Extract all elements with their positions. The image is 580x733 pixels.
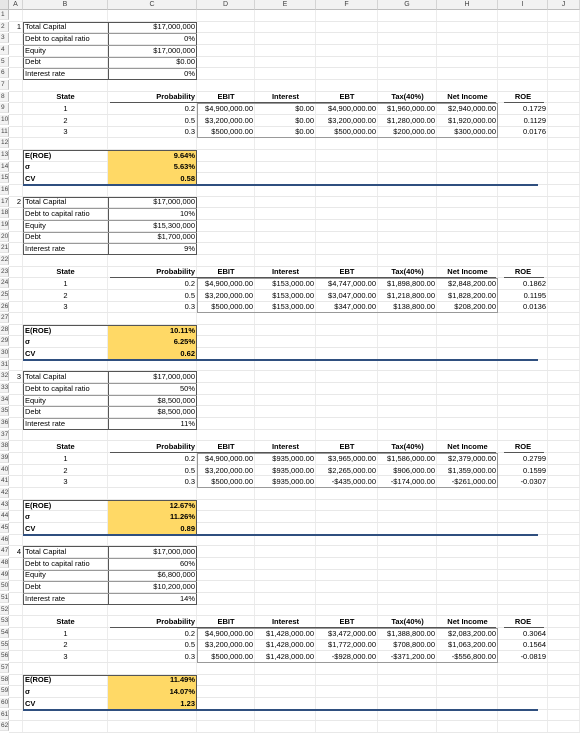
row-header[interactable]: 35 — [1, 407, 9, 415]
input-label[interactable]: Total Capital — [25, 547, 67, 557]
state-value[interactable]: 3 — [63, 477, 68, 487]
table-header-cell[interactable]: Probability — [156, 92, 195, 102]
input-label[interactable]: Equity — [25, 570, 46, 580]
table-header-cell[interactable]: EBIT — [217, 92, 235, 102]
table-value[interactable]: $1,388,800.00 — [387, 628, 435, 638]
stat-label[interactable]: CV — [25, 348, 36, 358]
table-header-cell[interactable]: ROE — [514, 92, 532, 102]
input-label[interactable]: Debt to capital ratio — [25, 209, 90, 219]
stat-value[interactable]: 1.23 — [180, 698, 195, 708]
table-value[interactable]: $500,000.00 — [211, 652, 253, 662]
table-value[interactable]: 0.1599 — [523, 465, 546, 475]
table-value[interactable]: -$928,000.00 — [331, 652, 376, 662]
input-label[interactable]: Total Capital — [25, 372, 67, 382]
table-value[interactable]: $1,218,800.00 — [387, 290, 435, 300]
table-header-cell[interactable]: Tax(40%) — [391, 617, 424, 627]
table-value[interactable]: $1,828,200.00 — [448, 290, 496, 300]
row-gridline — [9, 720, 580, 721]
table-header-cell[interactable]: ROE — [514, 267, 532, 277]
input-label[interactable]: Debt — [25, 582, 41, 592]
table-value[interactable]: $0.00 — [295, 127, 314, 137]
table-value[interactable]: $2,940,000.00 — [448, 104, 496, 114]
table-value[interactable]: $935,000.00 — [272, 477, 314, 487]
stat-label[interactable]: σ — [25, 337, 31, 347]
row-header[interactable]: 14 — [1, 162, 9, 170]
table-value[interactable]: $3,047,000.00 — [328, 290, 376, 300]
row-header[interactable]: 42 — [1, 489, 9, 497]
row-header[interactable]: 38 — [1, 442, 9, 450]
input-value[interactable]: 0% — [184, 34, 195, 44]
row-header[interactable]: 3 — [0, 33, 9, 43]
input-value[interactable]: $8,500,000 — [157, 407, 195, 417]
row-header[interactable]: 62 — [1, 722, 9, 730]
input-label[interactable]: Equity — [25, 395, 46, 405]
row-header[interactable]: 51 — [1, 594, 9, 601]
row-header[interactable]: 10 — [1, 115, 9, 123]
scenario-number[interactable]: 4 — [16, 547, 21, 557]
probability-value[interactable]: 0.3 — [184, 652, 195, 662]
column-header-g[interactable]: G — [378, 0, 437, 10]
row-header[interactable]: 34 — [1, 395, 9, 403]
stat-value[interactable]: 0.89 — [180, 523, 195, 533]
table-header-cell[interactable]: Net Income — [447, 442, 488, 452]
row-header[interactable]: 7 — [0, 80, 9, 90]
table-value[interactable]: $2,379,000.00 — [448, 453, 496, 463]
table-value[interactable]: $1,280,000.00 — [387, 115, 435, 125]
scenario-number[interactable]: 2 — [16, 197, 21, 207]
column-header-a[interactable]: A — [9, 0, 23, 10]
stat-value[interactable]: 12.67% — [169, 500, 195, 510]
stat-label[interactable]: E(ROE) — [25, 325, 52, 335]
row-header[interactable]: 46 — [1, 535, 9, 543]
stat-value[interactable]: 10.11% — [169, 325, 195, 335]
table-value[interactable]: 0.2799 — [523, 453, 546, 463]
table-value[interactable]: $2,265,000.00 — [328, 465, 376, 475]
table-value[interactable]: $1,428,000.00 — [266, 640, 314, 650]
stat-label[interactable]: σ — [25, 687, 31, 697]
state-value[interactable]: 1 — [63, 104, 68, 114]
column-header-f[interactable]: F — [316, 0, 378, 10]
table-value[interactable]: 0.1195 — [523, 290, 546, 300]
input-label[interactable]: Interest rate — [25, 244, 66, 253]
probability-value[interactable]: 0.2 — [184, 628, 195, 638]
row-header[interactable]: 29 — [1, 337, 9, 345]
state-value[interactable]: 2 — [63, 465, 68, 475]
table-value[interactable]: $3,200,000.00 — [205, 115, 253, 125]
row-header[interactable]: 20 — [1, 232, 9, 240]
table-value[interactable]: $3,200,000.00 — [328, 115, 376, 125]
row-header[interactable]: 57 — [1, 663, 9, 671]
table-value[interactable]: 0.1729 — [523, 104, 546, 114]
row-header[interactable]: 31 — [1, 360, 9, 368]
table-header-cell[interactable]: EBT — [339, 267, 355, 277]
probability-value[interactable]: 0.5 — [184, 465, 195, 475]
table-value[interactable]: $1,063,200.00 — [448, 640, 496, 650]
probability-value[interactable]: 0.3 — [184, 302, 195, 312]
results-table-border — [197, 103, 498, 138]
table-value[interactable]: 0.1564 — [523, 640, 546, 650]
row-header[interactable]: 59 — [1, 687, 9, 695]
select-all-corner[interactable] — [0, 0, 9, 10]
table-value[interactable]: $1,920,000.00 — [448, 115, 496, 125]
table-value[interactable]: -0.0307 — [520, 477, 546, 487]
table-value[interactable]: $4,900,000.00 — [205, 104, 253, 114]
table-value[interactable]: $708,800.00 — [393, 640, 435, 650]
input-label[interactable]: Equity — [25, 45, 46, 55]
table-header-cell[interactable]: Interest — [271, 442, 300, 452]
row-header[interactable]: 43 — [1, 500, 9, 508]
stat-value[interactable]: 11.49% — [169, 675, 195, 685]
table-header-cell[interactable]: Tax(40%) — [391, 267, 424, 277]
row-header[interactable]: 5 — [0, 57, 9, 67]
table-header-cell[interactable]: State — [56, 617, 75, 627]
input-value[interactable]: $6,800,000 — [157, 570, 195, 580]
stats-box — [23, 325, 197, 360]
table-header-cell[interactable]: EBIT — [217, 442, 235, 452]
table-value[interactable]: $3,200,000.00 — [205, 640, 253, 650]
stat-label[interactable]: E(ROE) — [25, 675, 52, 685]
table-value[interactable]: $0.00 — [295, 115, 314, 125]
row-header[interactable]: 11 — [1, 127, 8, 135]
column-header-i[interactable]: I — [498, 0, 548, 10]
table-value[interactable]: $3,472,000.00 — [328, 628, 376, 638]
table-header-cell[interactable]: EBIT — [217, 617, 235, 627]
section-divider — [23, 184, 538, 186]
input-label[interactable]: Equity — [25, 220, 46, 230]
table-value[interactable]: -$261,000.00 — [451, 477, 496, 487]
table-value[interactable]: 0.1129 — [523, 115, 546, 125]
table-value[interactable]: $4,747,000.00 — [328, 278, 376, 288]
input-value[interactable]: 0% — [184, 69, 195, 79]
table-value[interactable]: 0.1862 — [523, 278, 546, 288]
table-value[interactable]: $3,200,000.00 — [205, 290, 253, 300]
input-value[interactable]: $17,000,000 — [153, 547, 195, 557]
row-header[interactable]: 1 — [0, 10, 9, 20]
row-header[interactable]: 26 — [1, 302, 9, 310]
input-value[interactable]: $1,700,000 — [157, 232, 195, 242]
input-value[interactable]: $15,300,000 — [153, 220, 195, 230]
table-value[interactable]: $935,000.00 — [272, 465, 314, 475]
stat-label[interactable]: σ — [25, 512, 31, 522]
stats-box — [23, 675, 197, 710]
table-header-cell[interactable]: EBT — [339, 442, 355, 452]
table-value[interactable]: $500,000.00 — [211, 302, 253, 312]
stat-label[interactable]: CV — [25, 174, 36, 184]
table-value[interactable]: $500,000.00 — [211, 127, 253, 137]
table-value[interactable]: $4,900,000.00 — [205, 628, 253, 638]
row-header[interactable]: 50 — [1, 582, 9, 590]
input-label[interactable]: Debt — [25, 407, 41, 417]
input-value[interactable]: $17,000,000 — [153, 197, 195, 207]
table-value[interactable]: $1,586,000.00 — [387, 453, 435, 463]
row-header[interactable]: 13 — [1, 150, 9, 158]
row-header[interactable]: 24 — [1, 279, 9, 287]
row-header[interactable]: 19 — [1, 220, 9, 228]
input-label[interactable]: Debt to capital ratio — [25, 34, 90, 44]
table-value[interactable]: $1,428,000.00 — [266, 628, 314, 638]
table-header-cell[interactable]: EBT — [339, 617, 355, 627]
table-value[interactable]: $138,800.00 — [393, 302, 435, 312]
section-divider — [23, 534, 538, 536]
table-header-cell[interactable]: EBT — [339, 92, 355, 102]
input-value[interactable]: $17,000,000 — [153, 372, 195, 382]
row-header[interactable]: 21 — [1, 244, 9, 252]
table-header-cell[interactable]: Interest — [271, 617, 300, 627]
table-value[interactable]: -$435,000.00 — [331, 477, 376, 487]
table-header-cell[interactable]: Probability — [156, 442, 195, 452]
table-value[interactable]: $1,960,000.00 — [387, 104, 435, 114]
input-value[interactable]: $17,000,000 — [153, 45, 195, 55]
row-header[interactable]: 53 — [1, 617, 9, 625]
input-label[interactable]: Debt — [25, 232, 41, 242]
input-value[interactable]: $8,500,000 — [157, 395, 195, 405]
results-table-border — [197, 628, 498, 663]
stat-label[interactable]: CV — [25, 698, 36, 708]
row-header[interactable]: 45 — [1, 524, 9, 532]
state-value[interactable]: 3 — [63, 652, 68, 662]
row-header[interactable]: 39 — [1, 454, 9, 462]
table-value[interactable]: $1,898,800.00 — [387, 278, 435, 288]
probability-value[interactable]: 0.5 — [184, 290, 195, 300]
row-header[interactable]: 2 — [0, 22, 9, 32]
row-header[interactable]: 28 — [1, 325, 9, 333]
row-header[interactable]: 58 — [1, 675, 9, 683]
stat-label[interactable]: σ — [25, 162, 31, 172]
row-header[interactable]: 41 — [1, 477, 9, 485]
table-header-cell[interactable]: Tax(40%) — [391, 92, 424, 102]
row-header[interactable]: 61 — [1, 710, 9, 718]
table-value[interactable]: -$371,200.00 — [390, 652, 435, 662]
row-header[interactable]: 4 — [0, 45, 9, 55]
table-value[interactable]: $500,000.00 — [211, 477, 253, 487]
probability-value[interactable]: 0.5 — [184, 640, 195, 650]
row-header[interactable]: 30 — [1, 349, 9, 357]
table-header-cell[interactable]: State — [56, 92, 75, 102]
row-header[interactable]: 32 — [1, 372, 9, 380]
row-header[interactable]: 8 — [0, 92, 9, 102]
table-value[interactable]: $153,000.00 — [272, 290, 314, 300]
column-header-j[interactable]: J — [548, 0, 580, 10]
table-value[interactable]: $300,000.00 — [454, 127, 496, 137]
stat-value[interactable]: 6.25% — [173, 337, 195, 347]
table-header-cell[interactable]: Tax(40%) — [391, 442, 424, 452]
table-value[interactable]: $2,083,200.00 — [448, 628, 496, 638]
row-header[interactable]: 27 — [1, 314, 9, 322]
row-header[interactable]: 16 — [1, 185, 9, 193]
table-value[interactable]: $153,000.00 — [272, 278, 314, 288]
table-header-cell[interactable]: Probability — [156, 617, 195, 627]
row-header[interactable]: 23 — [1, 267, 9, 275]
state-value[interactable]: 2 — [63, 115, 68, 125]
stat-label[interactable]: E(ROE) — [25, 150, 52, 160]
row-header[interactable]: 44 — [1, 512, 9, 520]
state-value[interactable]: 3 — [63, 302, 68, 312]
input-value[interactable]: 14% — [179, 593, 195, 603]
table-value[interactable]: -$556,800.00 — [451, 652, 496, 662]
stats-box — [23, 500, 197, 535]
table-header-cell[interactable]: ROE — [514, 442, 532, 452]
table-value[interactable]: -$174,000.00 — [390, 477, 435, 487]
row-header[interactable]: 18 — [1, 209, 9, 217]
probability-value[interactable]: 0.3 — [184, 127, 195, 137]
table-value[interactable]: $3,200,000.00 — [205, 465, 253, 475]
table-value[interactable]: $153,000.00 — [272, 302, 314, 312]
row-header[interactable]: 12 — [1, 139, 9, 147]
input-value[interactable]: $0.00 — [176, 57, 195, 67]
results-table-border — [197, 453, 498, 488]
row-header[interactable]: 6 — [0, 68, 9, 78]
table-value[interactable]: $4,900,000.00 — [328, 104, 376, 114]
stat-value[interactable]: 14.07% — [169, 687, 195, 697]
column-header-e[interactable]: E — [255, 0, 316, 10]
stats-box — [23, 150, 197, 185]
state-value[interactable]: 1 — [63, 628, 68, 638]
input-value[interactable]: $17,000,000 — [153, 22, 195, 32]
row-header[interactable]: 15 — [1, 174, 9, 182]
row-header[interactable]: 40 — [1, 465, 9, 473]
column-header-c[interactable]: C — [108, 0, 197, 10]
input-label[interactable]: Debt — [25, 57, 41, 67]
table-value[interactable]: $347,000.00 — [334, 302, 376, 312]
input-value[interactable]: 60% — [179, 558, 195, 568]
stat-label[interactable]: E(ROE) — [25, 500, 52, 510]
stat-value[interactable]: 11.26% — [169, 512, 195, 522]
results-table-border — [197, 278, 498, 313]
input-label[interactable]: Interest rate — [25, 418, 66, 428]
table-header-cell[interactable]: State — [56, 442, 75, 452]
input-value[interactable]: 11% — [180, 418, 195, 428]
row-header[interactable]: 33 — [1, 384, 9, 392]
table-value[interactable]: $0.00 — [295, 104, 314, 114]
table-value[interactable]: $1,428,000.00 — [266, 652, 314, 662]
input-value[interactable]: 10% — [179, 209, 195, 219]
row-header[interactable]: 36 — [1, 419, 9, 427]
stat-label[interactable]: CV — [25, 523, 36, 533]
table-value[interactable]: $3,965,000.00 — [328, 453, 376, 463]
table-value[interactable]: $200,000.00 — [393, 127, 435, 137]
table-value[interactable]: $1,359,000.00 — [448, 465, 496, 475]
input-label[interactable]: Debt to capital ratio — [25, 383, 90, 393]
row-header[interactable]: 49 — [1, 570, 9, 578]
table-value[interactable]: $2,848,200.00 — [448, 278, 496, 288]
table-header-cell[interactable]: EBIT — [217, 267, 235, 277]
stat-value[interactable]: 5.63% — [173, 162, 195, 172]
stat-value[interactable]: 9.64% — [173, 150, 195, 160]
state-value[interactable]: 2 — [63, 290, 68, 300]
table-header-cell[interactable]: Interest — [271, 267, 300, 277]
stat-value[interactable]: 0.62 — [180, 348, 195, 358]
table-value[interactable]: $208,200.00 — [454, 302, 496, 312]
row-header[interactable]: 17 — [1, 197, 9, 205]
column-header-b[interactable]: B — [23, 0, 108, 10]
section-divider — [23, 709, 538, 711]
probability-value[interactable]: 0.3 — [184, 477, 195, 487]
table-value[interactable]: 0.0176 — [523, 127, 546, 137]
state-value[interactable]: 2 — [63, 640, 68, 650]
input-value[interactable]: 50% — [179, 383, 195, 393]
scenario-number[interactable]: 1 — [16, 22, 21, 32]
section-divider — [23, 359, 538, 361]
table-header-cell[interactable]: Interest — [271, 92, 300, 102]
row-header[interactable]: 47 — [1, 547, 9, 555]
column-header-d[interactable]: D — [197, 0, 255, 10]
row-header[interactable]: 48 — [1, 559, 9, 567]
state-value[interactable]: 1 — [63, 453, 68, 463]
table-value[interactable]: $906,000.00 — [393, 465, 435, 475]
table-value[interactable]: $500,000.00 — [334, 127, 376, 137]
input-value[interactable]: $10,200,000 — [153, 582, 195, 592]
table-header-cell[interactable]: Net Income — [447, 267, 488, 277]
table-value[interactable]: $935,000.00 — [272, 453, 314, 463]
probability-value[interactable]: 0.2 — [184, 278, 195, 288]
probability-value[interactable]: 0.2 — [184, 453, 195, 463]
row-header[interactable]: 52 — [1, 605, 9, 613]
table-value[interactable]: 0.3064 — [523, 628, 546, 638]
row-header[interactable]: 22 — [1, 255, 9, 263]
row-header[interactable]: 37 — [1, 430, 9, 438]
input-label[interactable]: Interest rate — [25, 593, 66, 603]
row-header[interactable]: 25 — [1, 290, 9, 298]
state-value[interactable]: 3 — [63, 127, 68, 137]
table-header-cell[interactable]: State — [56, 267, 75, 277]
input-value[interactable]: 9% — [184, 244, 195, 253]
input-label[interactable]: Total Capital — [25, 22, 67, 32]
table-value[interactable]: $4,900,000.00 — [205, 278, 253, 288]
table-header-cell[interactable]: Probability — [156, 267, 195, 277]
table-header-cell[interactable]: Net Income — [447, 92, 488, 102]
row-header[interactable]: 56 — [1, 652, 9, 660]
probability-value[interactable]: 0.2 — [184, 104, 195, 114]
table-value[interactable]: -0.0819 — [520, 652, 546, 662]
probability-value[interactable]: 0.5 — [184, 115, 195, 125]
row-header[interactable]: 60 — [1, 698, 9, 706]
state-value[interactable]: 1 — [63, 278, 68, 288]
row-header[interactable]: 55 — [1, 640, 9, 648]
row-header[interactable]: 54 — [1, 628, 9, 636]
scenario-number[interactable]: 3 — [16, 372, 21, 382]
row-header[interactable]: 9 — [0, 103, 9, 113]
table-value[interactable]: $1,772,000.00 — [328, 640, 376, 650]
table-header-cell[interactable]: ROE — [514, 617, 532, 627]
table-value[interactable]: $4,900,000.00 — [205, 453, 253, 463]
input-label[interactable]: Total Capital — [25, 197, 67, 207]
input-label[interactable]: Interest rate — [25, 69, 66, 79]
table-value[interactable]: 0.0136 — [523, 302, 546, 312]
column-header-h[interactable]: H — [437, 0, 498, 10]
input-label[interactable]: Debt to capital ratio — [25, 558, 90, 568]
stat-value[interactable]: 0.58 — [180, 174, 195, 184]
table-header-cell[interactable]: Net Income — [447, 617, 488, 627]
